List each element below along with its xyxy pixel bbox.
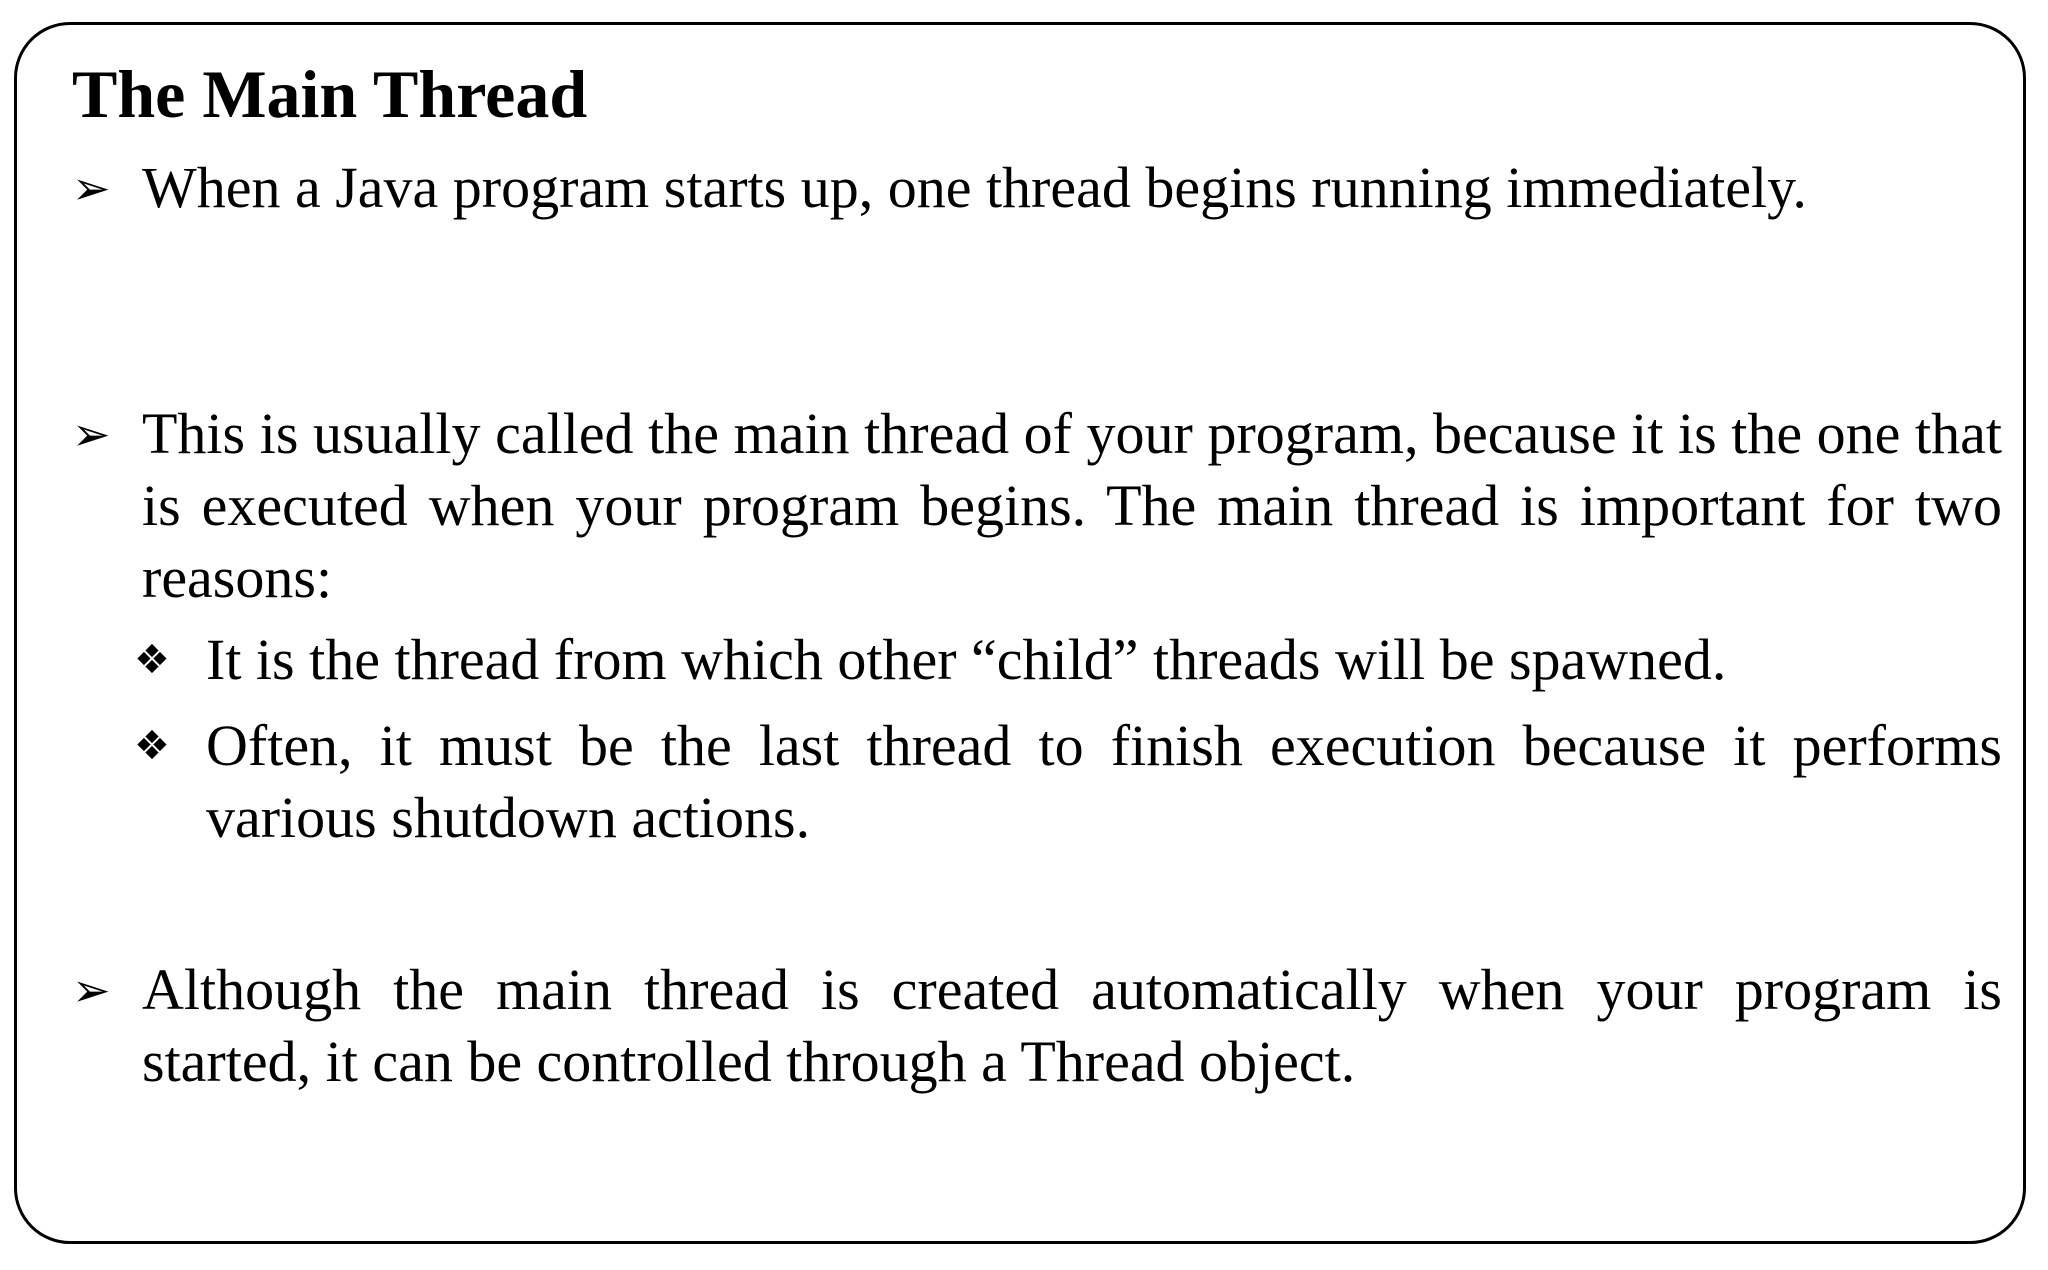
sub-item-2 <box>134 710 2002 854</box>
sub-text-2: Often, it must be the last thread to finish execution because it performs various shutdown actions. <box>206 713 2002 850</box>
bullet-item-3 <box>72 954 2002 1098</box>
bullet-item-1 <box>72 152 2002 296</box>
arrow-bullet-icon: ➢ <box>72 161 111 215</box>
bullet-text-3: Although the main thread is created automatically when your program is started, it can be controlled through a Thread object. <box>142 957 2002 1094</box>
sub-text-1: It is the thread from which other “child” threads will be spawned. <box>206 627 1727 692</box>
bullet-item-2 <box>72 398 2002 614</box>
diamond-bullet-icon: ❖ <box>134 637 170 683</box>
sub-item-1 <box>134 624 2002 696</box>
diamond-bullet-icon: ❖ <box>134 723 170 769</box>
slide-title: The Main Thread <box>72 56 588 132</box>
arrow-bullet-icon: ➢ <box>72 963 111 1017</box>
arrow-bullet-icon: ➢ <box>72 407 111 461</box>
bullet-text-2: This is usually called the main thread of your program, because it is the one that is executed when your program begins. The main thread is important for two reasons: <box>142 401 2002 610</box>
bullet-text-1: When a Java program starts up, one thread begins running immediately. <box>142 155 1807 220</box>
